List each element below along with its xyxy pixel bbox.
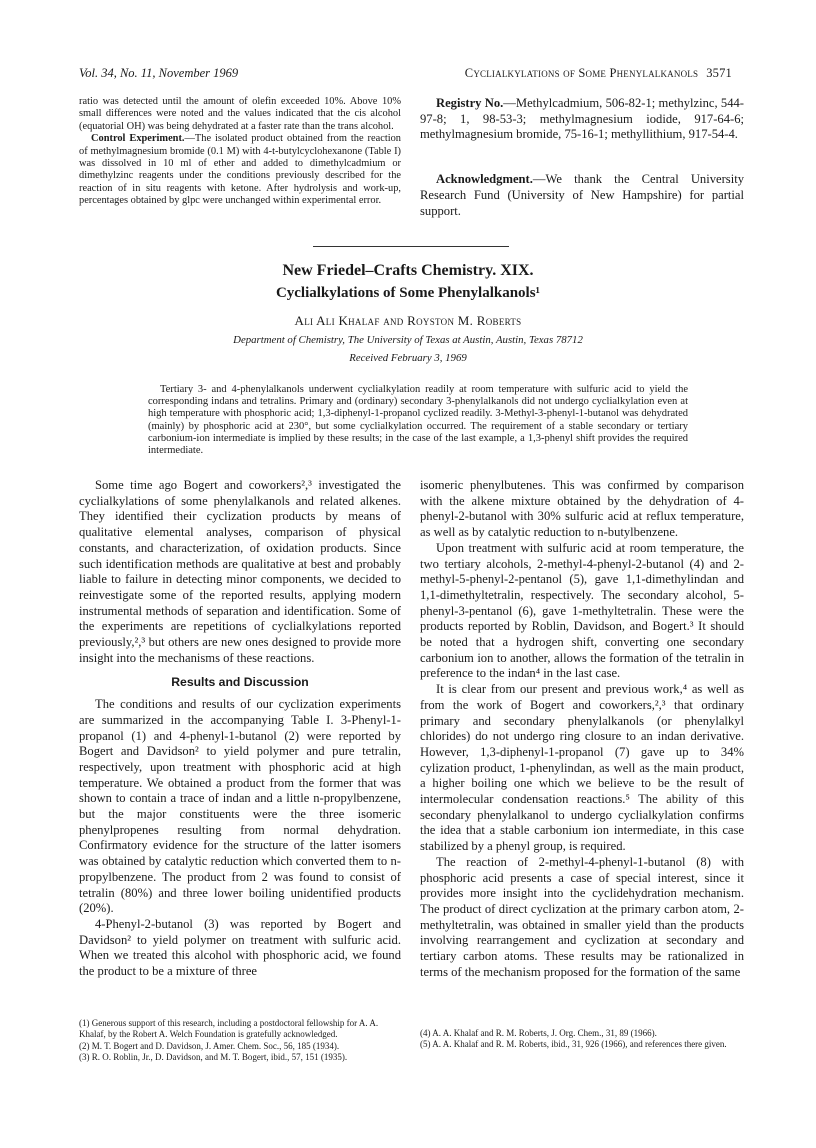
running-title: Cyclialkylations of Some Phenylalkanols — [464, 66, 699, 80]
results-paragraph-1: The conditions and results of our cyclization experiments are summarized in the accompanying Table I. 3-Phenyl-1-propanol (1) and 4-phenyl-1-butanol (2) were reported by Bogert and Davidson² to yield polymer and pure tetralin, respectively, upon treatment with phosphoric acid at high temperature. We obtained a product from the former that was shown to contain a trace of indan and a little n-propylbenzene, but the major constituents were the three isomeric phenylpropenes resulting from normal dehydration. Confirmatory evidence for the structure of the latter isomers was obtained by catalytic reduction which converted them to n-propylbenzene. The product from 2 was found to consist of tetralin (80%) and three lower boiling unidentified products (20%). — [79, 697, 401, 916]
right-paragraph-1: isomeric phenylbutenes. This was confirmed by comparison with the alkene mixture obtained by the dehydration of 4-phenyl-2-butanol with 30% sulfuric acid at reflux temperature, as well as by catalytic reduction to n-butylbenzene. — [420, 478, 744, 540]
registry-paragraph — [420, 96, 744, 143]
footnote: (4) A. A. Khalaf and R. M. Roberts, J. Org. Chem., 31, 89 (1966). — [420, 1028, 657, 1038]
intro-paragraph: Some time ago Bogert and coworkers²,³ investigated the cyclialkylations of some phenylalkanols and related alkenes. They identified their cyclization products by means of qualitative elemental analyses, comparison of physical constants, and characterization, of oxidation products. Since such identification methods are qualitative at best and probably liable to failure in detecting minor components, we decided to reinvestigate some of the reported results, applying modern instrumental methods of separation and identification. Some of the experiments are repetitions of cyclialkylations reported previously,²,³ but others are new ones designed to provide more insight into the mechanisms of these reactions. — [79, 478, 401, 665]
control-experiment-text: —The isolated product obtained from the reaction of methylmagnesium bromide (0.1 M) with 4-t-butylcyclohexanone (Table I) was dissolved in 10 ml of ether and added to dimethylcadmium or dimethylzinc reagents under the conditions previously described for the reaction of in situ reagents with ketone. After hydrolysis and work-up, percentages obtained by glpc were unchanged within experimental error. — [79, 133, 401, 207]
footnote: (1) Generous support of this research, including a postdoctoral fellowship for A. A. Khalaf, by the Robert A. Welch Foundation is gratefully acknowledged. — [79, 1018, 379, 1040]
section-heading: Results and Discussion — [171, 675, 309, 690]
journal-volume-header: Vol. 34, No. 11, November 1969 — [79, 66, 239, 80]
article-title-line2: Cyclialkylations of Some Phenylalkanols¹ — [275, 285, 541, 301]
received-date: Received February 3, 1969 — [349, 352, 467, 364]
acknowledgment-label: Acknowledgment. — [436, 172, 533, 187]
registry-label: Registry No. — [436, 96, 504, 110]
results-paragraph-2: 4-Phenyl-2-butanol (3) was reported by Bogert and Davidson² to yield polymer on treatment with sulfuric acid. When we treated this alcohol with phosphoric acid, we found the product to be a mixture of three — [79, 916, 401, 979]
acknowledgment-text: —We thank the Central University Research Fund (University of New Hampshire) for partial support. — [420, 172, 744, 218]
footnotes-right — [420, 1028, 744, 1051]
footnote: (2) M. T. Bogert and D. Davidson, J. Amer. Chem. Soc., 56, 185 (1934). — [79, 1040, 340, 1051]
author-affiliation: Department of Chemistry, The University of Texas at Austin, Austin, Texas 78712 — [233, 334, 583, 346]
right-paragraph-4: The reaction of 2-methyl-4-phenyl-1-butanol (8) with phosphoric acid presents a case of special interest, since it provides more insight into the cyclidehydration mechanism. The product of direct cyclization at the primary carbon atom, 2-methyltetralin, was obtained in smaller yield than the products involving rearrangement and cyclization at secondary and tertiary carbon atoms. These results may be rationalized in terms of the mechanism proposed for the formation of the same — [420, 854, 744, 979]
page-number: 3571 — [706, 66, 732, 80]
footnote: (3) R. O. Roblin, Jr., D. Davidson, and M. T. Bogert, ibid., 57, 151 (1935). — [79, 1052, 348, 1063]
running-title-header — [465, 66, 732, 81]
previous-article-left-column — [79, 96, 401, 208]
previous-article-paragraph: ratio was detected until the amount of olefin exceeded 10%. Above 10% small differences were noted and the values indicated that the cis alcohol (equatorial OH) was being dehydrated at a faster rate than the trans alcohol. — [79, 96, 401, 132]
footnotes-left — [79, 1018, 401, 1064]
control-experiment-label: Control Experiment. — [91, 133, 185, 145]
footnote: (5) A. A. Khalaf and R. M. Roberts, ibid., 31, 926 (1966), and references there given. — [420, 1039, 727, 1050]
article-title-line1: New Friedel–Crafts Chemistry. XIX. — [282, 262, 534, 279]
previous-article-right-column — [420, 96, 744, 219]
body-left-column — [79, 478, 401, 980]
right-paragraph-3: It is clear from our present and previous work,⁴ as well as from the work of Bogert and coworkers,²,³ that ordinary primary and secondary phenylalkanols (or phenylalkyl chlorides) do not undergo ring closure to an indan derivative. However, 1,3-diphenyl-1-propanol (7) gave up to 34% cylization product, 1-phenylindan, as well as the main product, a higher boiling one which we believe to be the result of intermolecular condensation reactions.⁵ The ability of this secondary phenylalkanol to undergo cyclialkylation confirms the idea that a stable carbonium ion intermediate, in this case stabilized by a phenyl group, is required. — [420, 682, 744, 854]
article-separator-rule — [313, 246, 509, 247]
right-paragraph-2: Upon treatment with sulfuric acid at room temperature, the two tertiary alcohols, 2-methyl-4-phenyl-2-butanol (4) and 2-methyl-5-phenyl-2-pentanol (5), gave 1,1-dimethylindan and 1,1-dimethyltetralin, respectively. The secondary alcohol, 5-phenyl-3-pentanol (6), gave 1-methyltetralin. These were the products reported by Roblin, Davidson, and Bogert.³ It should be noted that a hydrogen shift, converting one secondary carbonium ion to another, allows the formation of the tetralin in preference to the indan⁴ in the last case. — [420, 540, 744, 681]
article-authors: Ali Ali Khalaf and Royston M. Roberts — [294, 313, 522, 328]
abstract: Tertiary 3- and 4-phenylalkanols underwent cyclialkylation readily at room temperature with sulfuric acid to yield the corresponding indans and tetralins. Primary and (ordinary) secondary 3-phenylalkanols did not undergo cyclialkylation even at high temperature with phosphoric acid; 1,3-diphenyl-1-propanol cyclized readily. 3-Methyl-3-phenyl-1-butanol was dehydrated (mainly) by phosphoric acid at 230°, but some cyclialkylation occurred. The requirement of a stable secondary or tertiary carbonium-ion intermediate is implied by these results; in the case of the last example, a 1,3-phenyl shift provides the required intermediate. — [148, 384, 688, 457]
registry-text: —Methylcadmium, 506-82-1; methylzinc, 544-97-8; 1, 98-53-3; methylmagnesium iodide, 917-64-6; methylmagnesium bromide, 75-16-1; methyllithium, 917-54-4. — [420, 96, 744, 142]
acknowledgment-paragraph — [420, 172, 744, 219]
control-experiment-paragraph — [79, 133, 401, 207]
body-right-column — [420, 478, 744, 981]
